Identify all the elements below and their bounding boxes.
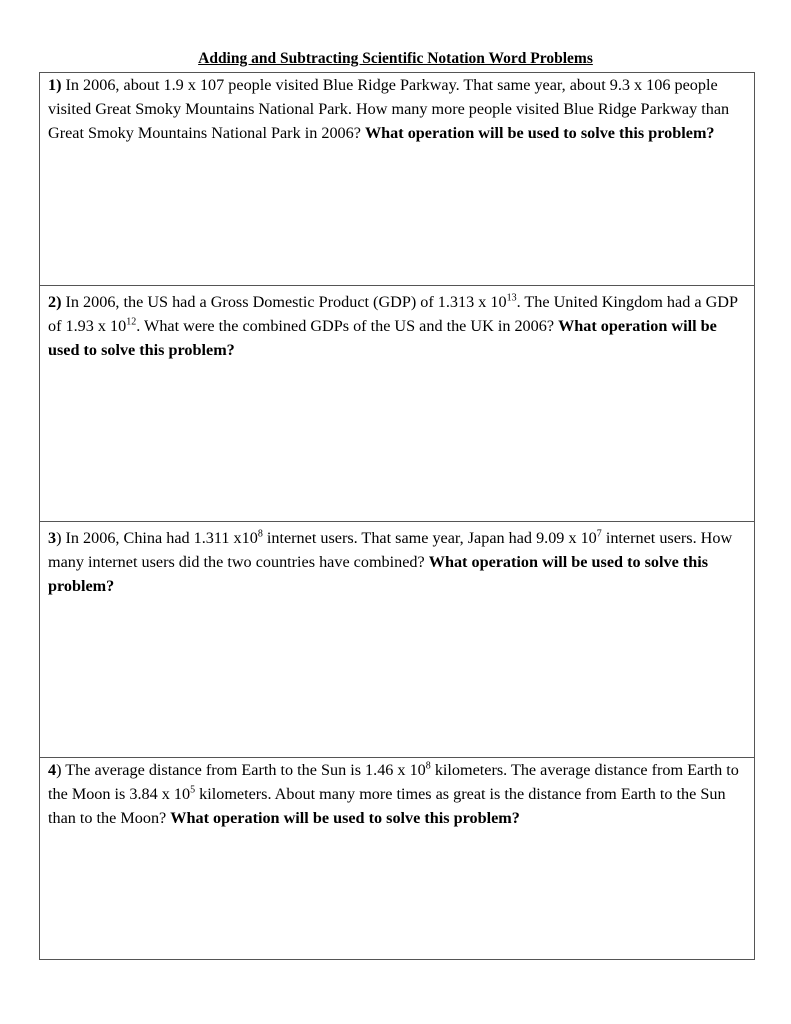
- problem-statement: ) In 2006, China had 1.311 x10: [56, 529, 258, 547]
- problem-statement: internet users. How many internet users did the two countries have combined?: [48, 529, 733, 571]
- problem-statement: ) The average distance from Earth to the Sun is 1.46 x 10: [56, 761, 426, 779]
- problem-number: 3: [48, 529, 57, 547]
- problem-3-text: [48, 526, 748, 598]
- problem-4: [40, 757, 754, 959]
- exponent: 5: [190, 784, 196, 796]
- problem-statement: kilometers. The average distance from Earth to the Moon is 3.84 x 10: [48, 761, 739, 803]
- problem-statement: In 2006, about 1.9 x 107 people visited Blue Ridge Parkway. That same year, about 9.3 x 106 people visited Great Smoky Mountains National Park. How many more people visited Blue Ridge Parkway than Great Smoky Mountains National Park in 2006?: [48, 76, 730, 142]
- exponent: 7: [596, 528, 602, 540]
- operation-question: What operation will be used to solve this problem?: [170, 809, 520, 827]
- problem-1-text: [48, 73, 748, 145]
- problem-statement: In 2006, the US had a Gross Domestic Product (GDP) of 1.313 x 10: [61, 293, 507, 311]
- problem-number: 1): [48, 76, 62, 94]
- operation-question: What operation will be used to solve this problem?: [48, 553, 709, 595]
- problem-number: 4: [48, 761, 57, 779]
- problem-1: [40, 73, 754, 285]
- worksheet-title: Adding and Subtracting Scientific Notation Word Problems: [198, 50, 593, 67]
- problem-statement: . The United Kingdom had a GDP of 1.93 x 10: [48, 293, 738, 335]
- exponent: 8: [425, 760, 431, 772]
- operation-question: What operation will be used to solve this problem?: [364, 124, 715, 142]
- problem-3: [40, 521, 754, 757]
- problem-statement: kilometers. About many more times as great is the distance from Earth to the Sun than to the Moon?: [48, 785, 726, 827]
- exponent: 8: [257, 528, 263, 540]
- exponent: 13: [506, 292, 517, 304]
- problems-table: [39, 72, 755, 960]
- problem-statement: internet users. That same year, Japan had 9.09 x 10: [262, 529, 597, 547]
- operation-question: What operation will be used to solve this problem?: [48, 317, 717, 359]
- problem-2-text: [48, 290, 748, 362]
- problem-number: 2): [48, 293, 62, 311]
- problem-statement: . What were the combined GDPs of the US and the UK in 2006?: [136, 317, 559, 335]
- problem-2: [40, 285, 754, 521]
- problem-4-text: [48, 758, 748, 830]
- exponent: 12: [126, 316, 137, 328]
